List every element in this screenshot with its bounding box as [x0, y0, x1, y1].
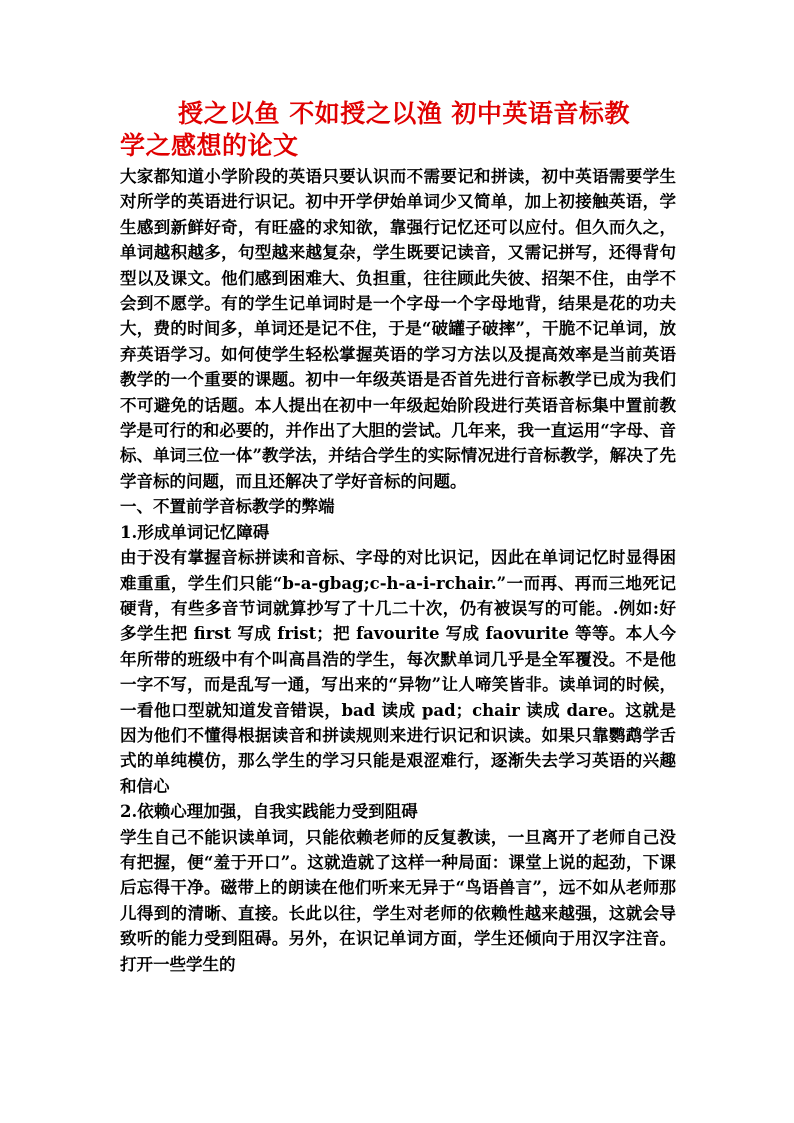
section-heading-1: 一、不置前学音标教学的弊端: [120, 497, 335, 517]
title-line-2: 学之感想的论文: [120, 131, 299, 160]
subheading-2: 2.依赖心理加强，自我实践能力受到阻碍: [120, 802, 418, 822]
document-title: [120, 98, 680, 162]
intro-paragraph: 大家都知道小学阶段的英语只要认识而不需要记和拼读，初中英语需要学生对所学的英语进行识记。初中开学伊始单词少又简单，加上初接触英语，学生感到新鲜好奇，有旺盛的求知欲，靠强行记忆还可以应付。但久而久之，单词越积越多，句型越来越复杂，学生既要记读音，又需记拼写，还得背句型以及课文。他们感到困难大、负担重，往往顾此失彼、招架不住，由学不会到不愿学。有的学生记单词时是一个字母一个字母地背，结果是花的功夫大，费的时间多，单词还是记不住，于是“破罐子破摔”，干脆不记单词，放弃英语学习。如何使学生轻松掌握英语的学习方法以及提高效率是当前英语教学的一个重要的课题。初中一年级英语是否首先进行音标教学已成为我们不可避免的话题。本人提出在初中一年级起始阶段进行英语音标集中置前教学是可行的和必要的，并作出了大胆的尝试。几年来，我一直运用“字母、音标、单词三位一体”教学法，并结合学生的实际情况进行音标教学，解决了先学音标的问题，而且还解决了学好音标的问题。: [120, 167, 676, 491]
title-line-1: 授之以鱼 不如授之以渔 初中英语音标教: [178, 99, 630, 128]
subheading-1: 1.形成单词记忆障碍: [120, 522, 270, 542]
document-body: [120, 164, 676, 977]
paragraph-1: 由于没有掌握音标拼读和音标、字母的对比识记，因此在单词记忆时显得困难重重，学生们只能“b-a-gbag;c-h-a-i-rchair.”一而再、再而三地死记硬背，有些多音节词就算抄写了十几二十次，仍有被误写的可能。.例如:好多学生把 first 写成 frist；把 favourite 写成 faovurite 等等。本人今年所带的班级中有个叫高昌浩的学生，每次默单词几乎是全军覆没。不是他一字不写，而是乱写一通，写出来的“异物”让人啼笑皆非。读单词的时候，一看他口型就知道发音错误，bad 读成 pad；chair 读成 dare。这就是因为他们不懂得根据读音和拼读规则来进行识记和识读。如果只靠鹦鹉学舌式的单纯模仿，那么学生的学习只能是艰涩难行，逐渐失去学习英语的兴趣和信心: [120, 548, 676, 796]
paragraph-2: 学生自己不能识读单词，只能依赖老师的反复教读，一旦离开了老师自己没有把握，便“羞于开口”。这就造就了这样一种局面：课堂上说的起劲，下课后忘得干净。磁带上的朗读在他们听来无异于“鸟语兽言”，远不如从老师那儿得到的清晰、直接。长此以往，学生对老师的依赖性越来越强，这就会导致听的能力受到阻碍。另外，在识记单词方面，学生还倾向于用汉字注音。打开一些学生的: [120, 827, 676, 974]
